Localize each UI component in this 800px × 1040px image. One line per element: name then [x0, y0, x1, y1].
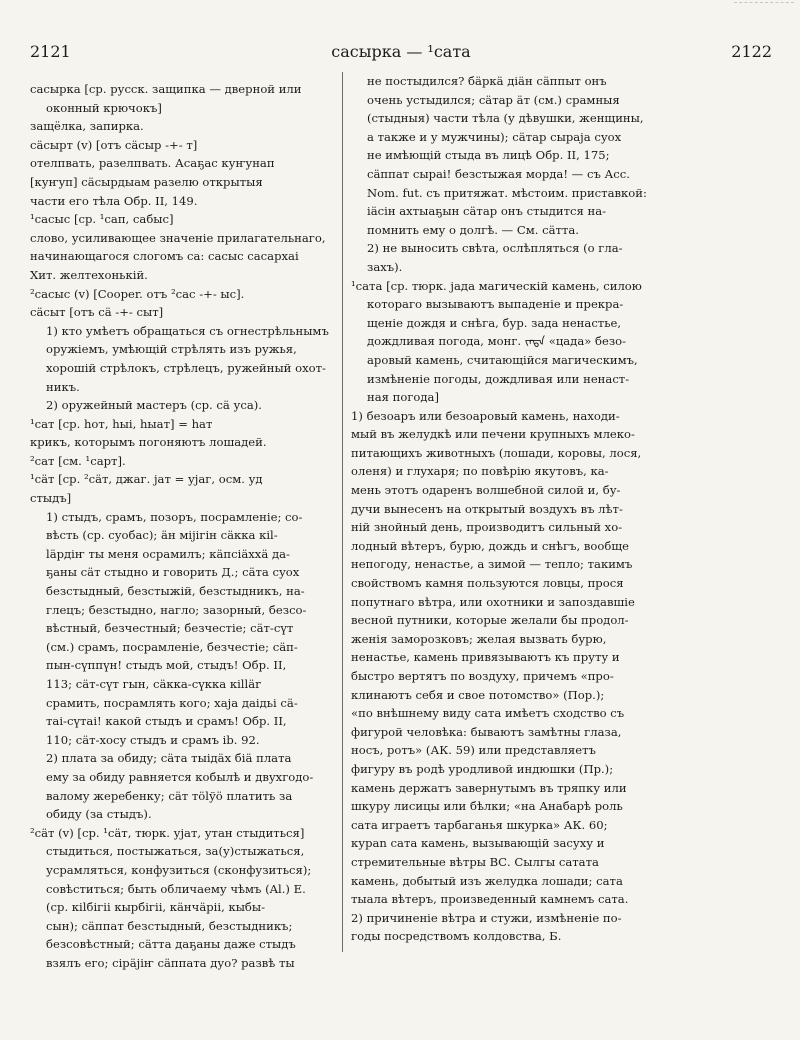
text-line: оконный крючокъ]: [46, 100, 162, 115]
text-line: 110; сäт-хосу стыдъ и срамъ ib. 92.: [46, 732, 260, 747]
text-line: 113; сäт-сүт гын, сäкка-сүкка кіllär: [46, 677, 261, 691]
text-line: усрамляться, конфузиться (сконфузиться);: [46, 862, 312, 877]
text-line: тыала вѣтеръ, произведенный камнемъ сата.: [351, 892, 629, 907]
text-line: стремительные вѣтры ВС. Сылгы сатата: [351, 854, 599, 869]
text-line: läрдіҥ ты меня осрамилъ; кäпсіäххä да-: [46, 546, 290, 561]
text-line: валому жеребенку; сäт тölўö платить за: [46, 788, 293, 803]
left-column: [30, 80, 335, 973]
text-line: попутнаго вѣтра, или охотники и запоздавшіе: [351, 594, 635, 609]
text-line: быстро вертятъ по воздуху, причемъ «про-: [351, 669, 614, 683]
text-line: кураn сата камень, вызывающій засуху и: [351, 836, 605, 851]
text-line: измѣненіе погоды, дождливая или ненаст-: [367, 371, 630, 386]
text-line: сäппат сыраі! безстыжая морда! — съ Асс.: [367, 166, 630, 181]
text-line: сын); сäппат безстыдный, безстыдникъ;: [46, 918, 293, 933]
text-line: дождливая погода, монг. ᠵᠠᠳᠠ «цада» безо-: [367, 334, 627, 349]
text-line: стыдиться, постыжаться, за(у)стыжаться,: [46, 844, 305, 859]
text-line: ¹сäт [ср. ²сäт, джаг. јат = ујаг, осм. уд: [30, 472, 263, 487]
text-line: отелпвать, разелпвать. Асаҕас куҥунап: [30, 156, 275, 171]
text-line: 1) стыдъ, срамъ, позоръ, посрамленіе; со-: [46, 509, 303, 524]
text-line: захъ).: [367, 259, 403, 274]
text-line: ¹сасыс [ср. ¹сап, сабыс]: [30, 212, 174, 227]
text-line: ²сäт (v) [ср. ¹сäт, тюрк. ујат, утан стыдиться]: [30, 825, 305, 840]
text-line: совѣститься; быть обличаему чѣмъ (Al.) Е.: [46, 881, 306, 896]
text-line: камень держатъ завернутымъ въ тряпку или: [351, 780, 627, 795]
text-line: вѣстный, безчестный; безчестіе; сäт-сүт: [46, 621, 294, 636]
text-line: ненастье, камень привязываютъ къ пруту и: [351, 650, 620, 665]
text-line: щеніе дождя и снѣга, бур. зада ненастье,: [367, 315, 622, 330]
text-line: аровый камень, считающійся магическимъ,: [367, 352, 638, 367]
text-line: безстыдный, безстыжій, безстыдникъ, на-: [46, 584, 305, 599]
right-column: [342, 72, 781, 952]
text-line: ему за обиду равняется кобылѣ и двухгодо-: [46, 769, 314, 784]
text-line: Nom. fut. съ притяжат. мѣстоим. приставкой:: [367, 185, 647, 200]
text-line: 2) не выносить свѣта, ослѣпляться (о гла-: [367, 241, 623, 256]
text-line: защёлка, запирка.: [30, 119, 144, 134]
text-line: глецъ; безстыдно, нагло; зазорный, безсо-: [46, 602, 307, 617]
text-line: очень устыдился; сäтар äт (см.) срамныя: [367, 92, 620, 107]
text-line: годы посредствомъ колдовства, Б.: [351, 929, 562, 944]
text-line: котораго вызываютъ выпаденіе и прекра-: [367, 297, 624, 312]
text-line: срамить, посрамлять кого; хаја даідьі сä-: [46, 695, 298, 710]
text-line: начинающагося слогомъ са: сасыс сасархаі: [30, 249, 299, 264]
text-line: хорошій стрѣлокъ, стрѣлецъ, ружейный охот-: [46, 360, 326, 375]
text-line: ²сат [см. ¹сарт].: [30, 453, 126, 468]
text-line: іäсін ахтыаҕын сäтар онъ стыдится на-: [367, 204, 607, 219]
text-line: помнить ему о долгѣ. — См. сäтта.: [367, 222, 579, 237]
text-line: питающихъ животныхъ (лошади, коровы, лося,: [351, 445, 642, 460]
text-line: 1) безоаръ или безоаровый камень, находи-: [351, 408, 620, 423]
text-line: (стыдныя) части тѣла (у дѣвушки, женщины,: [367, 111, 644, 126]
text-line: оленя) и глухаря; по повѣрію якутовъ, ка-: [351, 464, 609, 479]
text-line: фигуру въ родѣ уродливой индюшки (Пр.);: [351, 761, 614, 776]
text-line: ная погода]: [367, 390, 439, 405]
text-line: 2) причиненіе вѣтра и стужи, измѣненіе по-: [351, 910, 622, 925]
text-line: носъ, ротъ» (АК. 59) или представляетъ: [351, 743, 596, 758]
running-title: сасырка — ¹сата: [331, 42, 471, 61]
page-header: [30, 42, 772, 66]
page-number-left: 2121: [30, 42, 71, 61]
text-line: ¹сата [ср. тюрк. јада магическій камень, силою: [351, 278, 642, 293]
text-line: таі-сүтаі! какой стыдъ и срамъ! Обр. II,: [46, 714, 287, 729]
scan-edge-mark: [734, 2, 794, 13]
text-line: ҕаны сäт стыдно и говорить Д.; сäта суох: [46, 565, 300, 580]
text-line: слово, усиливающее значеніе прилагательнаго,: [30, 230, 326, 245]
text-line: ²сасыс (v) [Cooper. отъ ²сас -+- ыс].: [30, 286, 245, 301]
text-line: (ср. кіlбігіі кырбігіі, кäнчäріі, кыбы-: [46, 900, 266, 915]
text-line: мый въ желудкѣ или печени крупныхъ млеко-: [351, 427, 635, 442]
text-line: свойствомъ камня пользуются ловцы, прося: [351, 576, 624, 591]
text-line: мень этотъ одаренъ волшебной силой и, бу-: [351, 483, 621, 498]
text-line: не постыдился? бäркä діäн сäппыт онъ: [367, 74, 607, 88]
text-line: вѣсть (ср. суобас); äн міјігін сäкка кіl-: [46, 528, 278, 543]
text-line: части его тѣла Обр. II, 149.: [30, 193, 198, 208]
page-number-right: 2122: [731, 42, 772, 61]
text-line: никъ.: [46, 379, 80, 394]
text-line: женія заморозковъ; желая вызвать бурю,: [351, 631, 607, 646]
text-line: сäсыт [отъ сä -+- сыт]: [30, 305, 164, 320]
text-line: ¹сат [ср. hот, hыі, hыат] = hат: [30, 416, 213, 431]
text-line: камень, добытый изъ желудка лошади; сата: [351, 873, 623, 888]
text-line: (см.) срамъ, посрамленіе, безчестіе; сäп-: [46, 639, 298, 654]
text-line: непогоду, ненастье, а зимой — тепло; такимъ: [351, 557, 633, 572]
text-line: 2) плата за обиду; сäта тыідäх біä плата: [46, 751, 292, 766]
text-line: безсовѣстный; сäтта даҕаны даже стыдъ: [46, 937, 296, 952]
text-line: сата играетъ тарбаганья шкурка» АК. 60;: [351, 817, 608, 832]
text-line: сäсырт (v) [отъ сäсыр -+- т]: [30, 137, 198, 152]
text-line: стыдъ]: [30, 491, 72, 506]
text-line: весной путники, которые желали бы продол-: [351, 613, 629, 628]
text-line: сасырка [ср. русск. защипка — дверной или: [30, 82, 302, 96]
text-line: взялъ его; сірäјіҥ сäппата дуо? развѣ ты: [46, 955, 295, 970]
text-line: не имѣющій стыда въ лицѣ Обр. II, 175;: [367, 148, 610, 163]
text-line: оружіемъ, умѣющій стрѣлять изъ ружья,: [46, 342, 297, 357]
text-line: крикъ, которымъ погоняютъ лошадей.: [30, 435, 267, 450]
text-line: клинаютъ себя и свое потомство» (Пор.);: [351, 687, 605, 702]
text-line: Хит. желтехонькій.: [30, 267, 148, 282]
text-line: [куҥуп] сäсырдыам разелю открытыя: [30, 174, 263, 189]
text-line: обиду (за стыдъ).: [46, 807, 152, 822]
text-line: пын-сүппүн! стыдъ мой, стыдъ! Обр. II,: [46, 658, 287, 673]
text-line: шкуру лисицы или бѣлки; «на Анабарѣ роль: [351, 799, 623, 814]
text-line: «по внѣшнему виду сата имѣетъ сходство съ: [351, 706, 625, 721]
text-line: фигурой человѣка: бываютъ замѣтны глаза,: [351, 724, 622, 739]
text-line: лодный вѣтеръ, бурю, дождь и снѣгъ, вообще: [351, 538, 629, 553]
text-line: дучи вынесенъ на открытый воздухъ въ лѣт-: [351, 501, 623, 516]
text-line: 1) кто умѣетъ обращаться съ огнестрѣльнымъ: [46, 323, 329, 338]
text-line: ній знойный день, производитъ сильный хо-: [351, 520, 623, 535]
text-line: а также и у мужчины); сäтар сыраја суох: [367, 129, 622, 144]
text-line: 2) оружейный мастеръ (ср. сä уса).: [46, 398, 262, 413]
